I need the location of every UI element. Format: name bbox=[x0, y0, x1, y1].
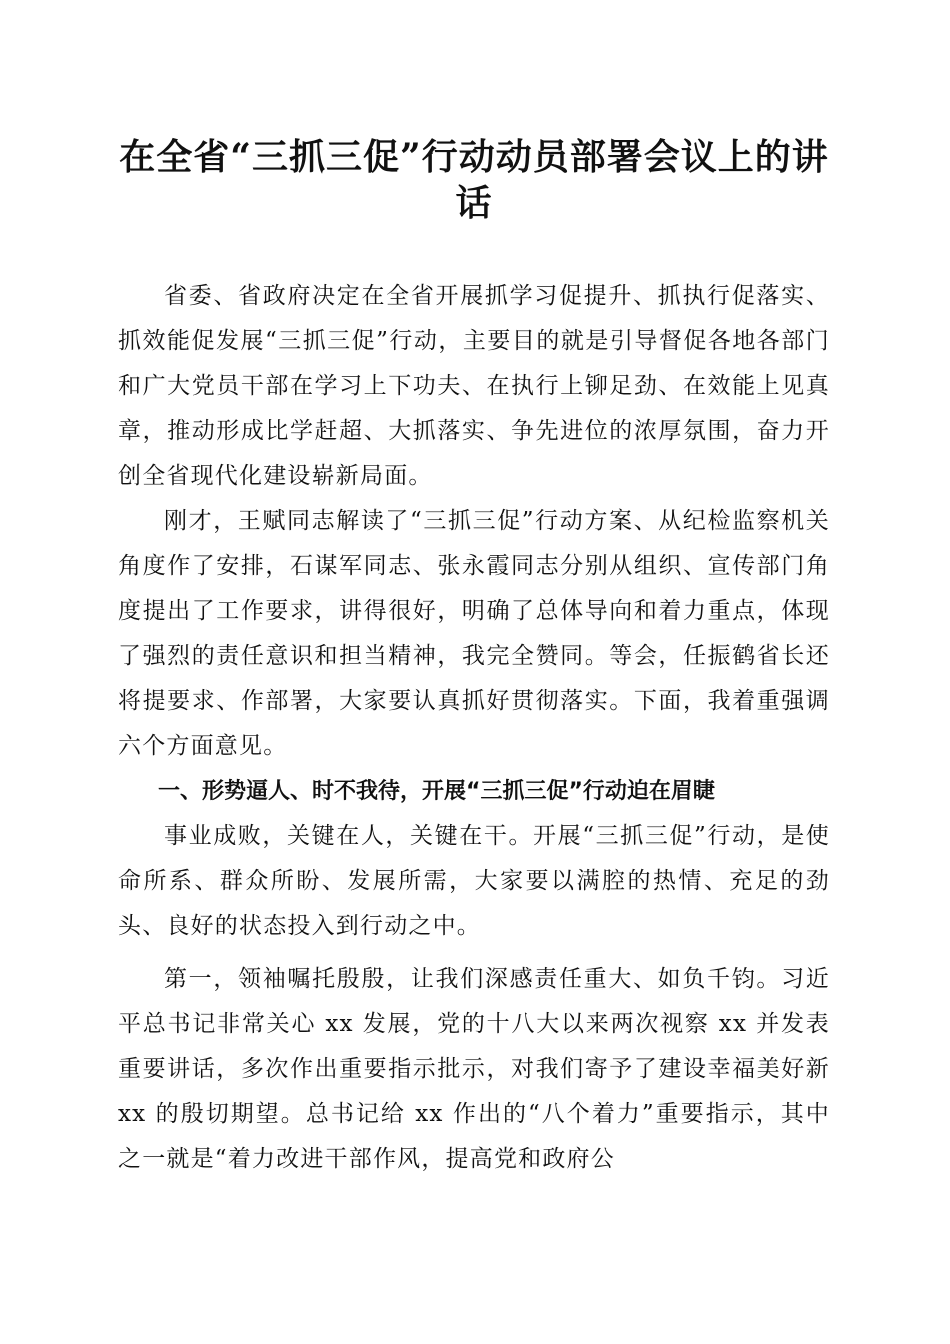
document-title: 在全省“三抓三促”行动动员部署会议上的讲话 bbox=[119, 136, 829, 224]
section-heading: 一、形势逼人、时不我待，开展“三抓三促”行动迫在眉睫 bbox=[158, 779, 715, 804]
paragraph-remarks: 刚才，王赋同志解读了“三抓三促”行动方案、从纪检监察机关角度作了安排，石谋军同志、张永霞同志分别从组织、宣传部门角度提出了工作要求，讲得很好，明确了总体导向和着力重点，体现了强烈的责任意识和担当精神，我完全赞同。等会，任振鹤省长还将提要求、作部署，大家要认真抓好贯彻落实。下面，我着重强调六个方面意见。 bbox=[118, 508, 830, 759]
document-page bbox=[118, 134, 830, 1182]
paragraph-intro: 省委、省政府决定在全省开展抓学习促提升、抓执行促落实、抓效能促发展“三抓三促”行动，主要目的就是引导督促各地各部门和广大党员干部在学习上下功夫、在执行上铆足劲、在效能上见真章，推动形成比学赶超、大抓落实、争先进位的浓厚氛围，奋力开创全省现代化建设崭新局面。 bbox=[118, 283, 830, 489]
section-paragraph-2: 第一，领袖嘱托殷殷，让我们深感责任重大、如负千钧。习近平总书记非常关心 xx 发展，党的十八大以来两次视察 xx 并发表重要讲话，多次作出重要指示批示，对我们寄予了建设幸福美好新 xx 的殷切期望。总书记给 xx 作出的“八个着力”重要指示，其中之一就是“着力改进干部作风，提高党和政府公 bbox=[118, 966, 830, 1172]
section-paragraph-1: 事业成败，关键在人，关键在干。开展“三抓三促”行动，是使命所系、群众所盼、发展所需，大家要以满腔的热情、充足的劲头、良好的状态投入到行动之中。 bbox=[118, 823, 830, 939]
